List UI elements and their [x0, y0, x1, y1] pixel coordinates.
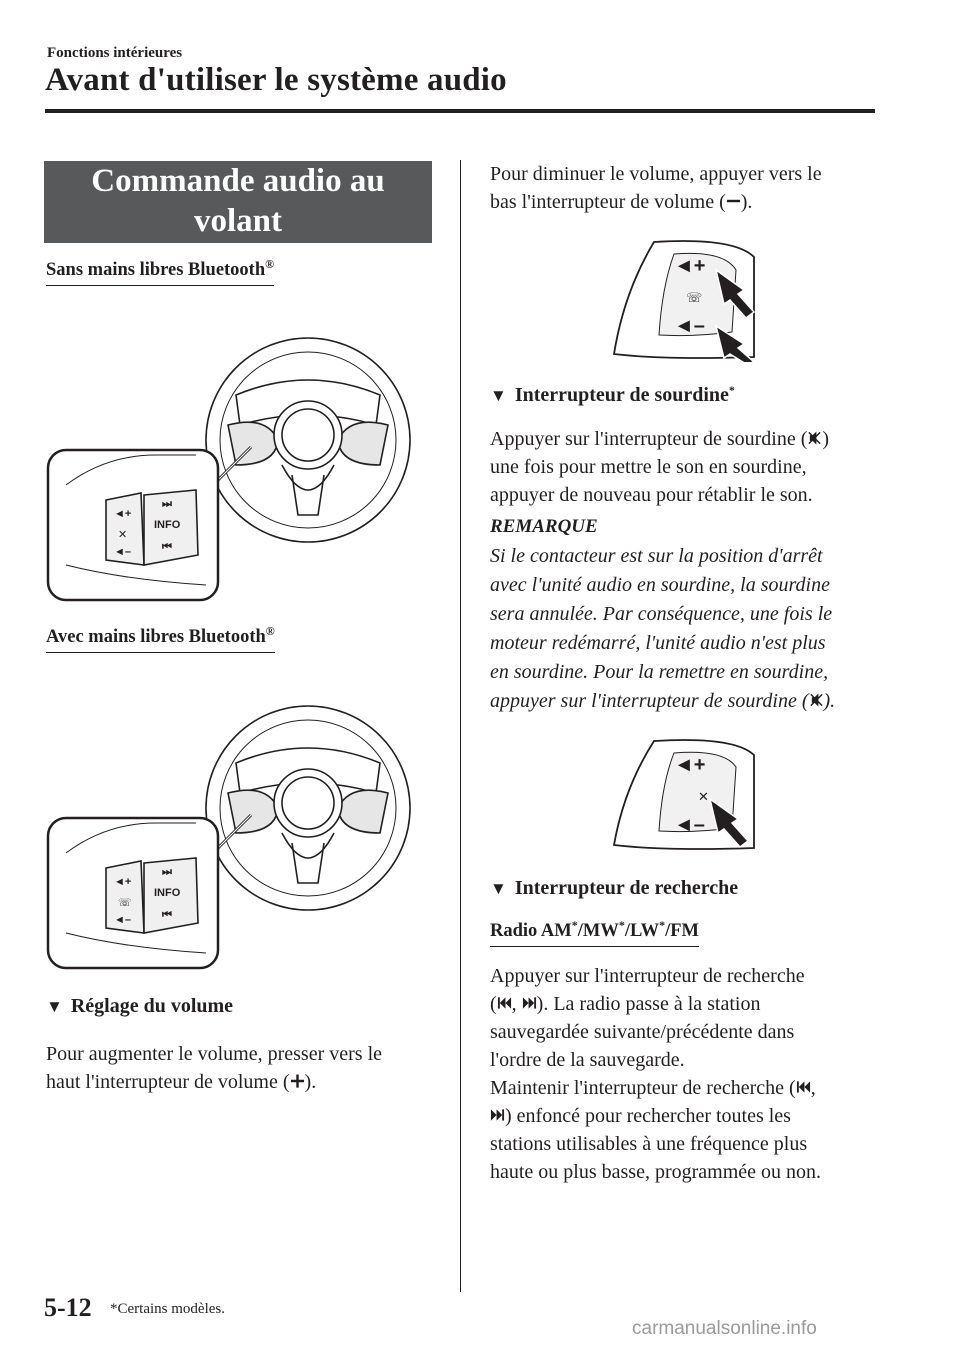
radio-subheading: Radio AM*/MW*/LW*/FM: [490, 921, 699, 947]
line: stations utilisables à une fréquence plus: [490, 1133, 808, 1155]
header-rule: [45, 109, 875, 113]
note-line: en sourdine. Pour la remettre en sourdine,: [490, 661, 829, 683]
seek-up-icon: [522, 994, 537, 1012]
steering-wheel-figure-2: [46, 690, 436, 970]
registered-mark: ®: [265, 257, 275, 271]
triangle-bullet-icon: ▼: [490, 879, 507, 898]
seek-up-icon: [490, 1106, 505, 1124]
banner-line-2: volant: [193, 203, 282, 239]
mute-text: [490, 425, 829, 509]
mute-icon: ✕: [698, 789, 709, 804]
heading-text: Interrupteur de recherche: [514, 877, 739, 899]
note-line: moteur redémarré, l'unité audio n'est plus: [490, 632, 826, 654]
page-number: 5-12: [44, 1293, 92, 1322]
watermark: carmanualsonline.info: [632, 1318, 817, 1339]
mute-icon: [809, 691, 824, 709]
mute-icon: ✕: [118, 529, 128, 541]
line: appuyer de nouveau pour rétablir le son.: [490, 484, 813, 506]
vol-up-icon: ◄+: [674, 754, 706, 776]
line: Maintenir l'interrupteur de recherche ( ,: [490, 1077, 816, 1099]
caption-with-handsfree: [46, 624, 275, 653]
heading-text: Réglage du volume: [70, 995, 234, 1017]
volume-heading: [46, 995, 233, 1018]
seek-down-icon: [497, 994, 512, 1012]
vol-down-icon: ◄–: [114, 546, 132, 558]
registered-mark: ®: [265, 624, 275, 638]
column-divider: [460, 160, 461, 1292]
info-label: INFO: [154, 887, 181, 899]
vol-up-icon: ◄+: [114, 876, 132, 888]
plus-icon: [290, 1072, 305, 1090]
info-label: INFO: [154, 519, 181, 531]
caption-text: Avec mains libres Bluetooth: [46, 627, 266, 647]
volume-increase-text: [46, 1040, 382, 1096]
mute-icon: [807, 429, 822, 447]
volume-decrease-text: [490, 160, 822, 216]
line: une fois pour mettre le son en sourdine,: [490, 456, 807, 478]
section-banner: [44, 161, 432, 243]
line: Pour augmenter le volume, presser vers le: [46, 1043, 383, 1065]
line: ( , ). La radio passe à la station: [490, 993, 761, 1015]
vol-up-icon: ◄+: [674, 255, 706, 277]
seek-heading: [490, 877, 738, 900]
page-title: Avant d'utiliser le système audio: [45, 62, 507, 98]
steering-wheel-figure-1: [46, 325, 436, 605]
note-text: [490, 542, 835, 716]
seek-up-icon: ⏭: [162, 866, 172, 878]
note-line: avec l'unité audio en sourdine, la sourdine: [490, 574, 830, 596]
line: ) enfoncé pour rechercher toutes les: [490, 1102, 821, 1130]
caption-without-handsfree: [46, 257, 275, 286]
vol-down-icon: ◄–: [114, 914, 132, 926]
vol-up-icon: ◄+: [114, 508, 132, 520]
banner-line-1: Commande audio au: [91, 163, 385, 199]
talk-icon: ☏: [118, 897, 132, 909]
line: sauvegardée suivante/précédente dans: [490, 1021, 795, 1043]
triangle-bullet-icon: ▼: [490, 386, 507, 405]
section-label: Fonctions intérieures: [47, 45, 183, 61]
note-line: Si le contacteur est sur la position d'arrêt: [490, 545, 823, 567]
heading-text: Interrupteur de sourdine: [514, 384, 729, 406]
seek-down-icon: ⏮: [162, 541, 172, 553]
line: Appuyer sur l'interrupteur de sourdine ( ): [490, 428, 830, 450]
seek-text: [490, 962, 821, 1186]
line: l'ordre de la sauvegarde.: [490, 1049, 685, 1071]
note-label: REMARQUE: [490, 516, 598, 537]
mute-switch-figure: [604, 733, 764, 853]
volume-switch-figure: [604, 232, 764, 362]
minus-icon: [726, 192, 741, 210]
footnote: *Certains modèles.: [110, 1301, 225, 1317]
mute-heading: [490, 384, 735, 407]
line: haut l'interrupteur de volume ( ).: [46, 1071, 317, 1093]
caption-text: Sans mains libres Bluetooth: [46, 260, 266, 280]
seek-down-icon: [796, 1078, 811, 1096]
note-line: sera annulée. Par conséquence, une fois le: [490, 603, 833, 625]
talk-icon: ☏: [686, 290, 703, 305]
line: bas l'interrupteur de volume ( ).: [490, 191, 753, 213]
line: haute ou plus basse, programmée ou non.: [490, 1161, 822, 1183]
seek-down-icon: ⏮: [162, 909, 172, 921]
vol-down-icon: ◄–: [674, 814, 705, 836]
line: Pour diminuer le volume, appuyer vers le: [490, 163, 822, 185]
asterisk: *: [728, 383, 735, 397]
line: Appuyer sur l'interrupteur de recherche: [490, 965, 805, 987]
note-line: appuyer sur l'interrupteur de sourdine ( ).: [490, 690, 836, 712]
triangle-bullet-icon: ▼: [46, 997, 63, 1016]
seek-up-icon: ⏭: [162, 498, 172, 510]
vol-down-icon: ◄–: [674, 315, 705, 337]
